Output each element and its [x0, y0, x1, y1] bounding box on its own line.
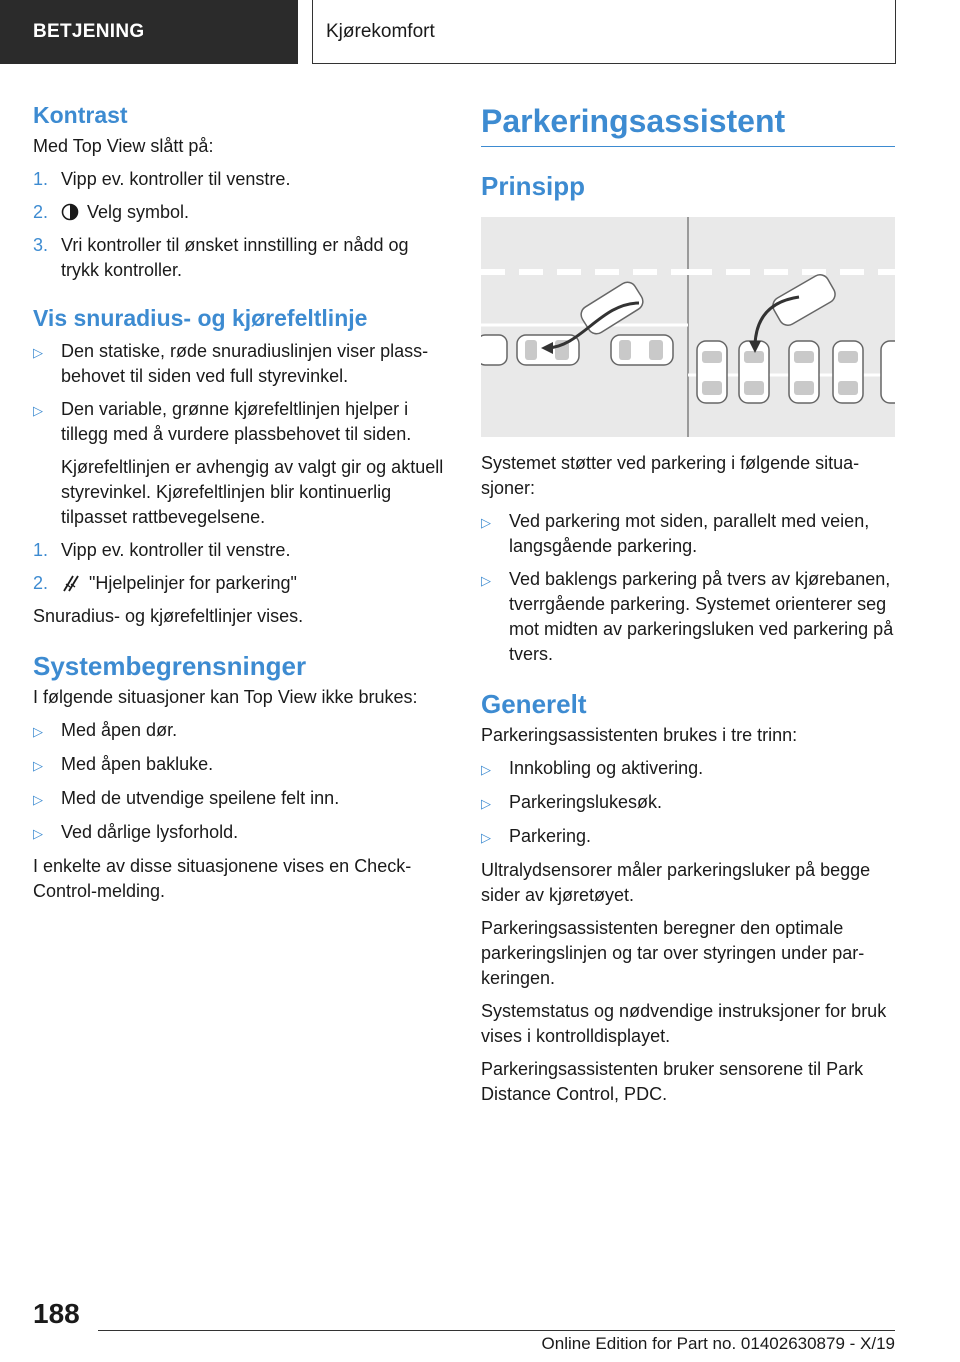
contrast-icon: [61, 203, 79, 221]
heading-kontrast: Kontrast: [33, 102, 128, 128]
list-item: ▷ Ved parkering mot siden, parallelt med veien, langsgående parkering.: [481, 511, 870, 556]
generelt-intro: Parkeringsassistenten brukes i tre trinn:: [481, 725, 798, 745]
list-item: ▷ Den variable, grønne kjørefeltlinjen hjelper i tillegg med å vurdere plassbehovet til siden.: [33, 399, 412, 444]
snuradius-outro: Snuradius- og kjørefeltlinjer vises.: [33, 606, 304, 626]
footer-rule: [98, 1330, 895, 1331]
list-item: 2. "Hjelpelinjer for parkering": [33, 573, 297, 593]
list-item: 1. Vipp ev. kontroller til venstre.: [33, 540, 291, 560]
chapter-tab: Kjørekomfort: [312, 0, 896, 64]
parking-lines-icon: [61, 574, 81, 592]
list-item: ▷ Den statiske, røde snuradiuslinjen viser plassbehovet til siden ved full styrevinkel.: [33, 341, 429, 386]
system-intro: I følgende situasjoner kan Top View ikke brukes:: [33, 687, 418, 707]
right-column: [481, 100, 895, 1107]
heading-parkeringsassistent: Parkeringsassistent: [481, 103, 786, 139]
parking-scenes-image: [481, 217, 895, 437]
list-item: 2. Velg symbol.: [33, 202, 190, 222]
left-column: [33, 100, 447, 904]
list-item: ▷ Parkeringslukesøk.: [481, 792, 663, 812]
section-tab: BETJENING: [0, 0, 298, 64]
list-item: ▷ Med åpen dør.: [33, 720, 178, 740]
list-item: 3. Vri kontroller til ønsket innstilling er nådd og trykk kontroller.: [33, 235, 409, 280]
heading-prinsipp: Prinsipp: [481, 171, 586, 201]
list-item: ▷ Parkering.: [481, 826, 592, 846]
list-item: ▷ Ved baklengs parkering på tvers av kjørebanen, tverrgående parkering. Systemet orienterer seg mot midten av parkeringsluken ved parkering på tvers.: [481, 569, 894, 664]
list-item: ▷ Ved dårlige lysforhold.: [33, 822, 239, 842]
kontrast-intro: Med Top View slått på:: [33, 136, 214, 156]
system-outro: I enkelte av disse situasjonene vises en Check-Control-melding.: [33, 856, 412, 901]
heading-snuradius: Vis snuradius- og kjørefeltlinje: [33, 305, 368, 331]
list-item: ▷ Med åpen bakluke.: [33, 754, 214, 774]
snuradius-note: Kjørefeltlinjen er avhengig av valgt gir og aktuell styrevinkel. Kjørefeltlinjen blir kontinuerlig tilpasset rattbevegelsene.: [61, 457, 444, 527]
heading-systembegrensninger: Systembegrensninger: [33, 651, 307, 681]
generelt-paragraph: Ultralydsensorer måler parkeringsluker på begge sider av kjøretøyet.: [481, 860, 871, 905]
edition-text: Online Edition for Part no. 01402630879 - X/19: [541, 1334, 895, 1353]
generelt-paragraph: Parkeringsassistenten bruker sensorene til Park Distance Control, PDC.: [481, 1059, 864, 1104]
list-item: ▷ Innkobling og aktivering.: [481, 758, 704, 778]
list-item: 1. Vipp ev. kontroller til venstre.: [33, 169, 291, 189]
generelt-paragraph: Parkeringsassistenten beregner den optimale parkeringslinjen og tar over styringen under parkeringen.: [481, 918, 865, 988]
list-item: ▷ Med de utvendige speilene felt inn.: [33, 788, 340, 808]
generelt-paragraph: Systemstatus og nødvendige instruksjoner for bruk vises i kontrolldisplayet.: [481, 1001, 887, 1046]
heading-generelt: Generelt: [481, 689, 587, 719]
heading-rule: [481, 146, 895, 147]
page-number: 188: [33, 1298, 80, 1329]
prinsipp-intro: Systemet støtter ved parkering i følgende situasjoner:: [481, 453, 860, 498]
parking-illustration: [481, 217, 895, 437]
